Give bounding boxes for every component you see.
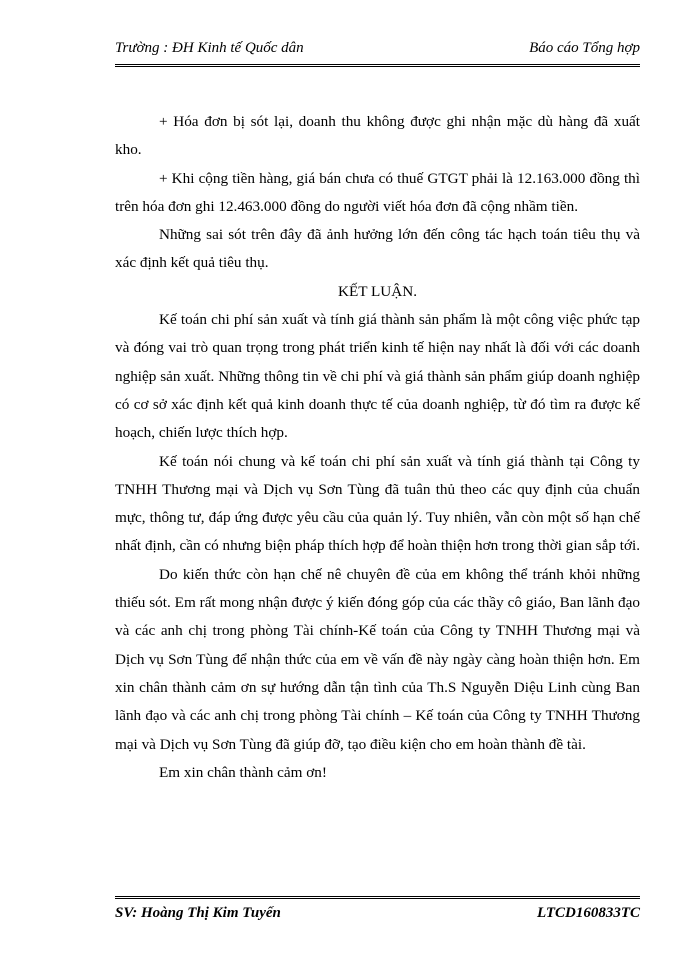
page-footer bbox=[115, 896, 640, 929]
footer-student: SV: Hoàng Thị Kim Tuyến bbox=[115, 905, 281, 921]
header-report-type: Báo cáo Tổng hợp bbox=[529, 40, 640, 56]
conclusion-paragraph-1: Kế toán chi phí sản xuất và tính giá thành sản phẩm là một công việc phức tạp và đóng vai trò quan trọng trong phát triển kinh tế hiện nay nhất là đối với các doanh nghiệp sản xuất. Những thông tin về chi phí và giá thành sản phẩm giúp doanh nghiệp có cơ sở xác định kết quả kinh doanh thực tế của doanh nghiệp, từ đó tìm ra được kế hoạch, chiến lược thích hợp. bbox=[115, 311, 640, 442]
conclusion-paragraph-3: Do kiến thức còn hạn chế nê chuyên đề của em không thể tránh khỏi những thiếu sót. Em rất mong nhận được ý kiến đóng góp của các thầy cô giáo, Ban lãnh đạo và các anh chị trong phòng Tài chính-Kế toán của Công ty TNHH Thương mại và Dịch vụ Sơn Tùng để nhận thức của em về vấn đề này ngày càng hoàn thiện hơn. Em xin chân thành cảm ơn sự hướng dẫn tận tình của Th.S Nguyễn Diệu Linh cùng Ban lãnh đạo và các anh chị trong phòng Tài chính – Kế toán của Công ty TNHH Thương mại và Dịch vụ Sơn Tùng đã giúp đỡ, tạo điều kiện cho em hoàn thành đề tài. bbox=[115, 565, 640, 753]
header-school: Trường : ĐH Kinh tế Quốc dân bbox=[115, 40, 304, 56]
footer-student-id: LTCD160833TC bbox=[536, 905, 640, 921]
conclusion-paragraph-2: Kế toán nói chung và kế toán chi phí sản xuất và tính giá thành tại Công ty TNHH Thương mại và Dịch vụ Sơn Tùng đã tuân thủ theo các quy định của chuẩn mực, thông tư, đáp ứng được yêu cầu của quản lý. Tuy nhiên, vẫn còn một số hạn chế nhất định, cần có nhưng biện pháp thích hợp để hoàn thiện hơn trong thời gian sắp tới. bbox=[115, 452, 640, 555]
paragraph-price-error: + Khi cộng tiền hàng, giá bán chưa có thuế GTGT phải là 12.163.000 đồng thì trên hóa đơn ghi 12.463.000 đồng do người viết hóa đơn đã cộng nhầm tiền. bbox=[115, 169, 640, 215]
paragraph-error-impact: Những sai sót trên đây đã ảnh hưởng lớn đến công tác hạch toán tiêu thụ và xác định kết quả tiêu thụ. bbox=[115, 226, 640, 272]
conclusion-title: KẾT LUẬN. bbox=[337, 282, 418, 300]
page-body bbox=[115, 108, 640, 787]
paragraph-missed-invoice: + Hóa đơn bị sót lại, doanh thu không được ghi nhận mặc dù hàng đã xuất kho. bbox=[115, 113, 640, 159]
conclusion-thanks: Em xin chân thành cảm ơn! bbox=[159, 763, 327, 781]
page-header bbox=[115, 36, 640, 67]
